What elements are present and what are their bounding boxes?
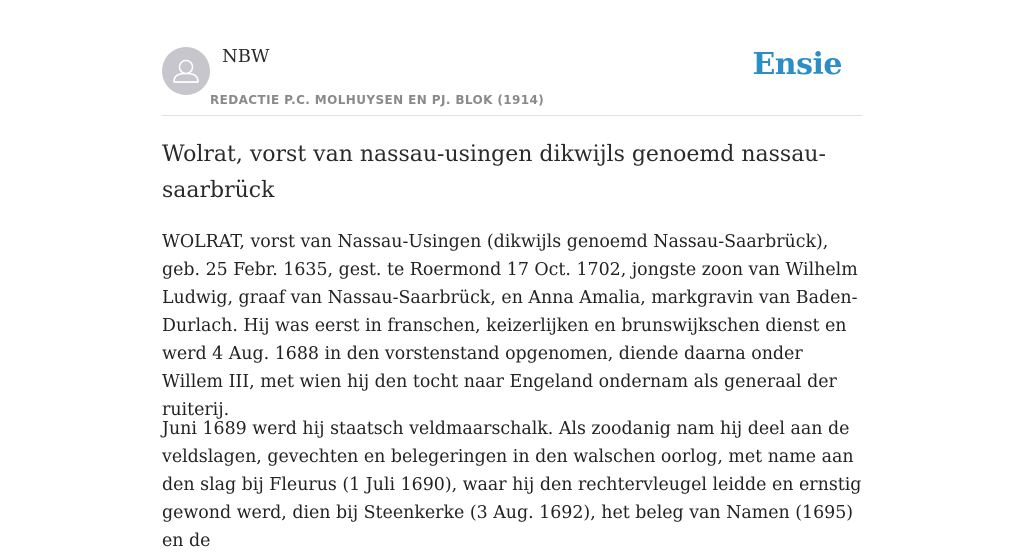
author-subtitle: REDACTIE P.C. MOLHUYSEN EN PJ. BLOK (1914) — [210, 93, 545, 107]
user-icon — [162, 47, 210, 95]
ensie-logo[interactable]: Ensie — [752, 47, 842, 82]
article-paragraph: Juni 1689 werd hij staatsch veldmaarschalk. Als zoodanig nam hij deel aan de veldslagen, gevechten en belegeringen in den walschen oorlog, met name aan den slag bij Fleurus (1 Juli 1690), waar hij den rechtervleugel leidde en ernstig gewond werd, dien bij Steenkerke (3 Aug. 1692), het beleg van Namen (1695) en de — [162, 419, 862, 551]
article-header — [162, 0, 862, 116]
author-avatar[interactable] — [162, 47, 210, 95]
author-name[interactable]: NBW — [222, 46, 270, 67]
article-page — [162, 0, 862, 551]
article-title: Wolrat, vorst van nassau-usingen dikwijls genoemd nassau-saarbrück — [162, 142, 826, 203]
article-paragraph: WOLRAT, vorst van Nassau-Usingen (dikwijls genoemd Nassau-Saarbrück), geb. 25 Febr. 1635, gest. te Roermond 17 Oct. 1702, jongste zoon van Wilhelm Ludwig, graaf van Nassau-Saarbrück, en Anna Amalia, markgravin van Baden-Durlach. Hij was eerst in franschen, keizerlijken en brunswijkschen dienst en werd 4 Aug. 1688 in den vorstenstand opgenomen, diende daarna onder Willem III, met wien hij den tocht naar Engeland ondernam als generaal der ruiterij. — [162, 232, 858, 420]
